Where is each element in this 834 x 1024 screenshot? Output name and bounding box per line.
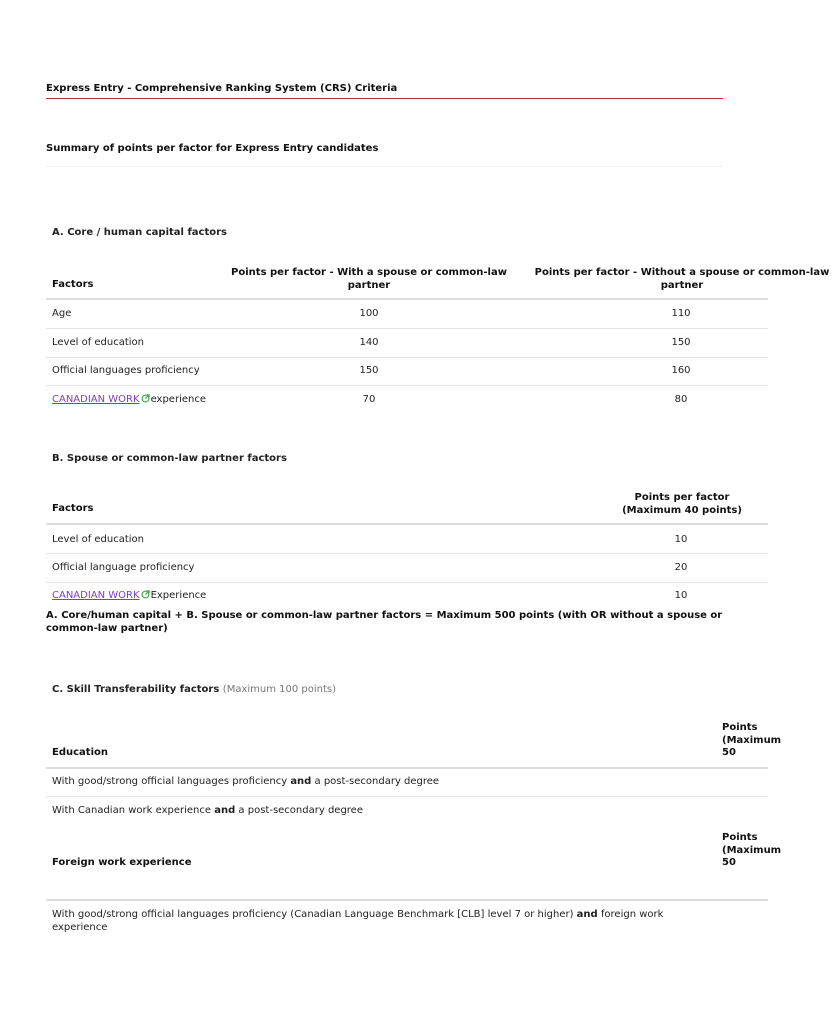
- section-c-title: [52, 684, 336, 695]
- section-a-row-work-without: 80: [674, 394, 688, 405]
- section-b-col-points: Points per factor (Maximum 40 points): [622, 492, 742, 516]
- section-c-title-note: (Maximum 100 points): [222, 684, 337, 695]
- section-a-row-rule: [46, 385, 768, 386]
- section-a-row-rule: [46, 357, 768, 358]
- section-a-col-with: Points per factor - With a spouse or common-law partner: [231, 267, 507, 291]
- education-header: Education: [52, 747, 108, 758]
- section-a-col-without: Points per factor - Without a spouse or common-law partner: [534, 267, 830, 291]
- document-title: Express Entry - Comprehensive Ranking System (CRS) Criteria: [46, 83, 398, 94]
- education-header-rule: [46, 767, 768, 769]
- section-c-title-text: C. Skill Transferability factors: [52, 684, 220, 695]
- section-a-row-age-with: 100: [359, 308, 379, 319]
- section-a-col-factors: Factors: [52, 279, 94, 290]
- section-a-row-languages-with: 150: [359, 365, 379, 376]
- education-points-header: Points (Maximum 50: [722, 722, 782, 758]
- foreign-points-header: Points (Maximum 50: [722, 832, 782, 868]
- external-link-icon: [141, 394, 150, 403]
- section-b-row-work-rest: Experience: [150, 590, 207, 601]
- section-a-row-work-rest: experience: [150, 394, 206, 405]
- section-b-row-rule: [46, 582, 768, 583]
- section-a-row-work-with: 70: [362, 394, 376, 405]
- section-b-title: B. Spouse or common-law partner factors: [52, 453, 287, 464]
- section-a-row-age-without: 110: [671, 308, 691, 319]
- section-a-row-education-factor: Level of education: [52, 337, 145, 348]
- section-b-row-languages-factor: Official language proficiency: [52, 562, 195, 573]
- section-a-title: A. Core / human capital factors: [52, 227, 228, 238]
- section-b-row-education-points: 10: [674, 534, 688, 545]
- title-divider: [46, 98, 723, 99]
- section-a-header-rule: [46, 298, 768, 300]
- education-row-languages: With good/strong official languages proficiency and a post-secondary degree: [52, 776, 440, 787]
- section-b-row-education-factor: Level of education: [52, 534, 145, 545]
- section-b-row-work-factor: [52, 590, 206, 601]
- section-a-row-age-factor: Age: [52, 308, 72, 319]
- canadian-work-link[interactable]: CANADIAN WORK: [52, 394, 140, 405]
- section-a-row-rule: [46, 328, 768, 329]
- canadian-work-link[interactable]: CANADIAN WORK: [52, 590, 140, 601]
- section-a-row-work-factor: [52, 394, 206, 405]
- section-b-row-rule: [46, 553, 768, 554]
- section-a-row-education-without: 150: [671, 337, 691, 348]
- section-a-row-languages-factor: Official languages proficiency: [52, 365, 200, 376]
- foreign-row-languages: With good/strong official languages proficiency (Canadian Language Benchmark [CLB] level 7 or higher) and foreign work experience: [52, 909, 664, 933]
- section-b-row-work-points: 10: [674, 590, 688, 601]
- education-row-rule: [46, 796, 768, 797]
- summary-divider: [46, 166, 723, 167]
- summary-heading: Summary of points per factor for Express Entry candidates: [46, 143, 379, 154]
- external-link-icon: [141, 590, 150, 599]
- foreign-header-rule: [46, 899, 768, 901]
- section-b-header-rule: [46, 523, 768, 525]
- foreign-work-header: Foreign work experience: [52, 857, 192, 868]
- section-b-col-factors: Factors: [52, 503, 94, 514]
- max-points-formula: A. Core/human capital + B. Spouse or common-law partner factors = Maximum 500 points (with OR without a spouse or common-law partner): [46, 610, 723, 634]
- education-row-canadian-work: With Canadian work experience and a post-secondary degree: [52, 805, 363, 816]
- section-b-row-languages-points: 20: [674, 562, 688, 573]
- section-a-row-education-with: 140: [359, 337, 379, 348]
- section-a-row-languages-without: 160: [671, 365, 691, 376]
